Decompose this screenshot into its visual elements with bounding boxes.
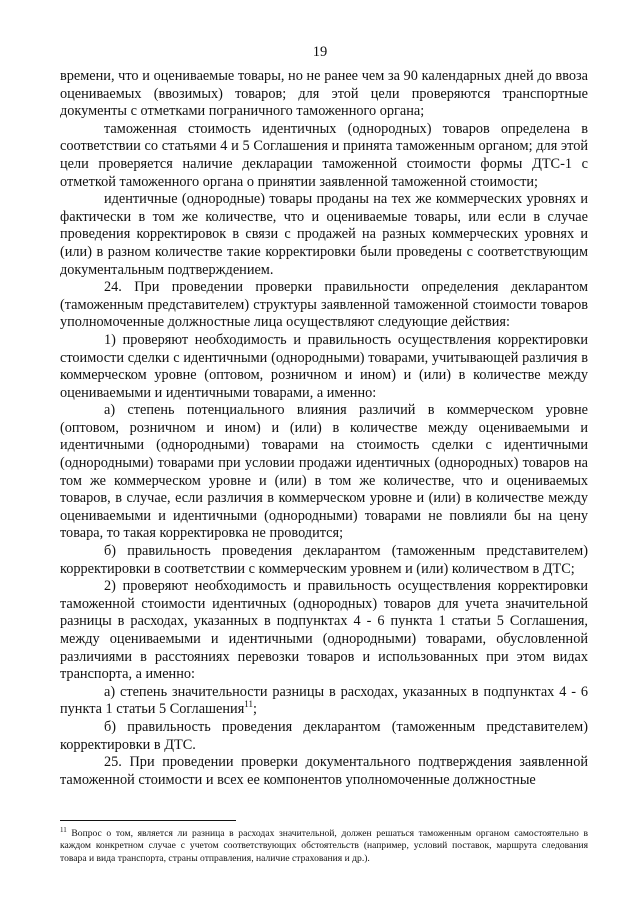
paragraph-24-2-a-end: ; bbox=[252, 701, 257, 718]
footnote-divider bbox=[60, 820, 236, 821]
paragraph-24-2-a-text: а) степень значительности разницы в расходах, указанных в подпунктах 4 - 6 пункта 1 статьи 5 Соглашения bbox=[60, 683, 588, 718]
page-number: 19 bbox=[312, 44, 328, 60]
footnote-reference: 11 bbox=[244, 699, 253, 710]
paragraph-24-1-b: б) правильность проведения декларантом (таможенным представителем) корректировки в соответствии с коммерческим уровнем и (или) количеством в ДТС; bbox=[60, 543, 588, 577]
paragraph-customs-value-accepted: таможенная стоимость идентичных (однородных) товаров определена в соответствии со статьями 4 и 5 Соглашения и принята таможенным органом; для этой цели проверяется наличие декларации таможенной стоимости формы ДТС-1 с отметкой таможенного органа о принятии заявленной таможенной стоимости; bbox=[60, 120, 588, 190]
paragraph-24-2-a bbox=[60, 684, 588, 719]
paragraph-continuation: времени, что и оцениваемые товары, но не ранее чем за 90 календарных дней до ввоза оцениваемых (ввозимых) товаров; для этой цели проверяются транспортные документы с отметками пограничного таможенного органа; bbox=[60, 68, 588, 120]
footnote-text: Вопрос о том, является ли разница в расходах значительной, должен решаться таможенным органом самостоятельно в каждом конкретном случае с учетом соответствующих обстоятельств (например, условий поставок, маршрута следования товара и вида транспорта, страны отправления, наличие страхования и др.). bbox=[60, 828, 588, 864]
paragraph-24-2: 2) проверяют необходимость и правильность осуществления корректировки таможенной стоимости идентичных (однородных) товаров для учета значительной разницы в расходах, указанных в подпунктах 4 - 6 пункта 1 статьи 5 Соглашения, между оцениваемыми и идентичными (однородными) товарами, обусловленной различиями в расстояниях перевозки товаров и использованных при этом видах транспорта, а именно: bbox=[60, 578, 588, 683]
paragraph-item-25: 25. При проведении проверки документального подтверждения заявленной таможенной стоимости и всех ее компонентов уполномоченные должностные bbox=[60, 754, 588, 788]
footnote-marker: 11 bbox=[60, 825, 67, 834]
paragraph-24-1-a: а) степень потенциального влияния различий в коммерческом уровне (оптовом, розничном и ином) и (или) в количестве между оцениваемыми и идентичными (однородными) товарами на стоимость сделки с идентичными (однородными) товарами при условии продажи идентичных (однородных) товаров на том же коммерческом уровне и (или) в том же количестве, что и оцениваемых товаров, в случае, если различия в коммерческом уровне и (или) в количестве между оцениваемыми и идентичными (однородными) товарами не повлияли бы на цену товара, то такая корректировка не проводится; bbox=[60, 402, 588, 542]
paragraph-24-2-b: б) правильность проведения декларантом (таможенным представителем) корректировки в ДТС. bbox=[60, 718, 588, 753]
document-body bbox=[60, 68, 588, 789]
footnote bbox=[60, 825, 588, 865]
paragraph-24-1: 1) проверяют необходимость и правильность осуществления корректировки стоимости сделки с идентичными (однородными) товарами, учитывающей различия в коммерческом уровне (оптовом, розничном и ином) и (или) в количестве между оцениваемыми и идентичными товарами, а именно: bbox=[60, 331, 588, 401]
paragraph-item-24: 24. При проведении проверки правильности определения декларантом (таможенным представителем) структуры заявленной таможенной стоимости товаров уполномоченные должностные лица осуществляют следующие действия: bbox=[60, 279, 588, 331]
paragraph-same-commercial-level: идентичные (однородные) товары проданы на тех же коммерческих уровнях и фактически в том же количестве, что и оцениваемые товары, или если в случае проведения корректировок в связи с продажей на разных коммерческих уровнях и (или) в разном количестве такие корректировки были проведены с соответствующим документальным подтверждением. bbox=[60, 191, 588, 278]
